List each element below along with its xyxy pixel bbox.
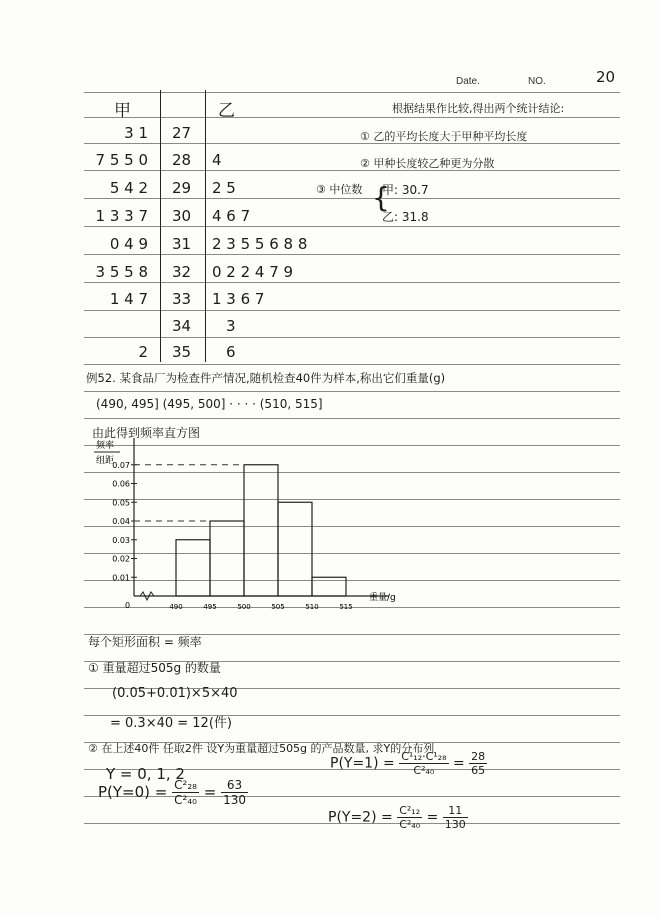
p-y2-result: [443, 804, 468, 831]
x-tick-label: 495: [203, 603, 217, 611]
y-axis-label-bottom: 组距: [96, 456, 115, 466]
stem-32: 32: [172, 263, 192, 281]
problem-text: 例52. 某食品厂为检查件产情况,随机检查40件为样本,称出它们重量(g): [86, 371, 446, 385]
conclusion-3-label: ③ 中位数: [316, 183, 363, 196]
median-jia: 甲: 30.7: [382, 183, 429, 197]
x-axis-label: 重量/g: [369, 593, 396, 603]
conclusion-2: ② 甲种长度较乙种更为分散: [360, 157, 495, 170]
leaf-left-28: 7 5 5 0: [95, 151, 148, 169]
p-y1-denominator: C²₄₀: [413, 764, 435, 777]
table-divider-left: [160, 90, 161, 362]
problem-intervals: (490, 495] (495, 500] · · · · (510, 515]: [96, 397, 323, 411]
question-1-work: (0.05+0.01)×5×40: [112, 686, 238, 701]
x-tick-label: 500: [237, 603, 251, 611]
p-y0-fraction: [172, 778, 199, 807]
p-y2-result-num: 11: [443, 804, 468, 818]
p-y0-lhs: P(Y=0) =: [98, 783, 168, 801]
conclusion-1: ① 乙的平均长度大于甲种平均长度: [360, 130, 528, 143]
p-y1-numerator: C¹₁₂·C¹₂₈: [401, 750, 447, 763]
page-number: 20: [596, 68, 616, 86]
stem-30: 30: [172, 207, 192, 225]
area-note: 每个矩形面积 = 频率: [88, 635, 202, 649]
p-y0-equation: P(Y=0) = $\frac{\text{C²₂₈}}{\text{C²₄₀}}$ = $\frac{63}{130}$: [98, 778, 247, 807]
question-1-answer: = 0.3×40 = 12(件): [110, 716, 232, 731]
stem-29: 29: [172, 179, 192, 197]
p-y0-denominator: C²₄₀: [174, 793, 197, 807]
header-yi: 乙: [218, 101, 235, 121]
y-tick-label: 0.04: [112, 517, 130, 526]
p-y0-result-den: 130: [223, 793, 247, 807]
x-tick-label: 490: [169, 603, 183, 611]
leaf-left-33: 1 4 7: [109, 290, 148, 308]
histogram-bar: [176, 540, 210, 596]
y-tick-label: 0.01: [112, 573, 130, 583]
stem-31: 31: [172, 235, 192, 253]
header-jia: 甲: [114, 101, 131, 121]
leaf-right-29: 2 5: [212, 179, 236, 197]
x-tick-label: 515: [339, 603, 353, 611]
stem-28: 28: [172, 151, 192, 169]
p-y1-equation: P(Y=1) = $\frac{\text{C¹₁₂·C¹₂₈}}{\text{C²₄₀}}$ = $\frac{28}{65}$: [330, 750, 486, 777]
histogram-bar: [278, 502, 312, 596]
question-2: ② 在上述40件 任取2件 设Y为重量超过505g 的产品数量, 求Y的分布列: [88, 742, 435, 755]
leaf-left-35: 2: [138, 343, 148, 361]
p-y1-result-num: 28: [471, 750, 486, 763]
p-y1-fraction: [399, 750, 448, 777]
leaf-right-35: 6: [226, 343, 236, 361]
conclusions-title: 根据结果作比较,得出两个统计结论:: [392, 102, 565, 115]
leaf-left-29: 5 4 2: [109, 179, 148, 197]
y-tick-label: 0.06: [112, 479, 130, 489]
leaf-left-27: 3 1: [124, 124, 148, 142]
p-y0-numerator: C²₂₈: [174, 778, 197, 792]
p-y2-lhs: P(Y=2) =: [328, 809, 393, 826]
median-yi: 乙: 31.8: [382, 210, 429, 224]
stem-33: 33: [172, 290, 192, 308]
no-label: NO.: [528, 76, 546, 87]
date-label: Date.: [456, 76, 480, 87]
y-tick-label: 0.05: [112, 498, 130, 508]
p-y2-denominator: C²₄₀: [399, 818, 421, 831]
histogram-title: 由此得到频率直方图: [92, 426, 201, 440]
x-tick-label: 505: [271, 603, 285, 611]
median-brace: {: [372, 181, 390, 214]
p-y0-result-num: 63: [221, 778, 248, 793]
stem-35: 35: [172, 343, 192, 361]
leaf-right-33: 1 3 6 7: [212, 290, 265, 308]
p-y2-equation: P(Y=2) = $\frac{\text{C²₁₂}}{\text{C²₄₀}}$ = $\frac{11}{130}$: [328, 804, 466, 831]
stem-34: 34: [172, 317, 192, 335]
leaf-right-34: 3: [226, 317, 236, 335]
frequency-histogram: [84, 436, 404, 614]
y-values: Y = 0, 1, 2: [106, 765, 185, 783]
table-divider-right: [205, 90, 206, 362]
leaf-right-32: 0 2 2 4 7 9: [212, 263, 294, 281]
p-y2-result-den: 130: [444, 818, 466, 831]
p-y1-result: [469, 750, 487, 777]
histogram-bar: [312, 577, 346, 596]
leaf-right-28: 4: [212, 151, 222, 169]
stem-27: 27: [172, 124, 192, 142]
histogram-bar: [244, 465, 278, 596]
origin-label: 0: [125, 601, 131, 610]
x-tick-label: 510: [305, 603, 319, 611]
leaf-right-30: 4 6 7: [212, 207, 251, 225]
question-1: ① 重量超过505g 的数量: [88, 661, 221, 675]
leaf-left-32: 3 5 5 8: [95, 263, 148, 281]
p-y1-result-den: 65: [471, 764, 486, 777]
y-tick-label: 0.07: [112, 460, 130, 470]
y-tick-label: 0.02: [112, 554, 130, 564]
p-y2-numerator: C²₁₂: [399, 804, 421, 817]
leaf-left-30: 1 3 3 7: [95, 207, 148, 225]
p-y2-fraction: [397, 804, 422, 831]
y-axis-label-top: 频率: [96, 441, 115, 451]
p-y0-result: [221, 778, 248, 807]
leaf-right-31: 2 3 5 5 6 8 8: [212, 235, 308, 253]
histogram-bar: [210, 521, 244, 596]
p-y1-lhs: P(Y=1) =: [330, 755, 395, 772]
leaf-left-31: 0 4 9: [109, 235, 148, 253]
y-tick-label: 0.03: [112, 535, 130, 545]
